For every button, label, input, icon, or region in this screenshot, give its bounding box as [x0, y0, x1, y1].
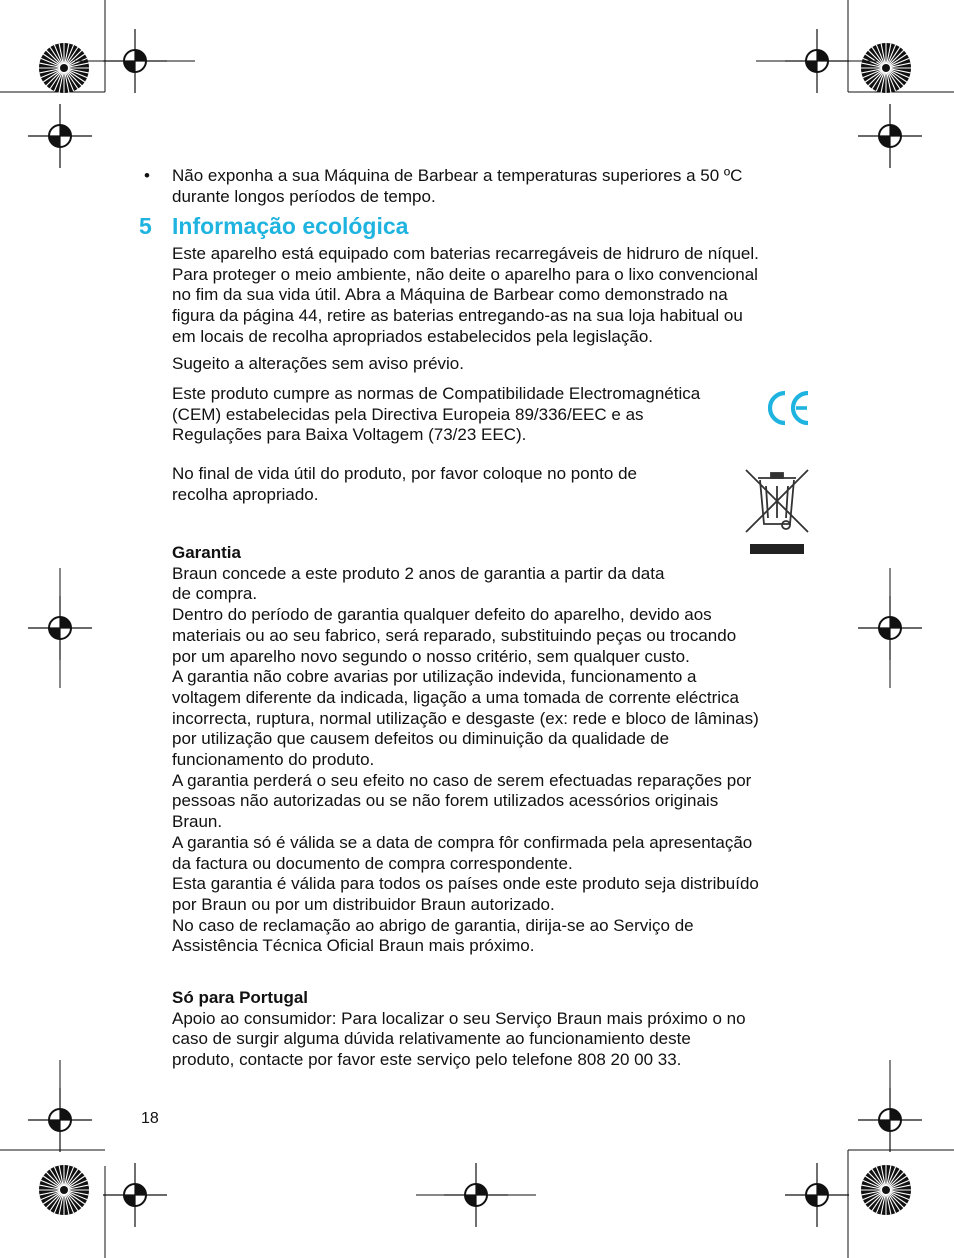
- ce-mark-icon: [766, 387, 812, 429]
- section-number: 5: [139, 213, 152, 239]
- warranty-line: materiais ou ao seu fabrico, será reparado, substituindo peças ou trocando: [172, 625, 737, 645]
- paragraph-line: Este produto cumpre as normas de Compatibilidade Electromagnética: [172, 384, 701, 403]
- warranty-line: Dentro do período de garantia qualquer defeito do aparelho, devido aos: [172, 605, 712, 625]
- warranty-line: Assistência Técnica Oficial Braun mais próximo.: [172, 936, 535, 956]
- warranty-line: por utilização que causem defeitos ou diminuição da qualidade de: [172, 729, 670, 749]
- cem-paragraph: [172, 384, 700, 446]
- page-number: 18: [141, 1110, 159, 1127]
- warranty-line: A garantia não cobre avarias por utilização indevida, funcionamento a: [172, 667, 697, 687]
- portugal-line: produto, contacte por favor este serviço pelo telefone 808 20 00 33.: [172, 1050, 682, 1070]
- paragraph-line: (CEM) estabelecidas pela Directiva Europeia 89/336/EEC e as: [172, 404, 644, 424]
- bullet-text-line: Não exponha a sua Máquina de Barbear a temperaturas superiores a 50 ºC: [172, 166, 743, 185]
- starburst-icon-top-left: [39, 43, 89, 93]
- portugal-line: Apoio ao consumidor: Para localizar o seu Serviço Braun mais próximo o no: [172, 1008, 746, 1028]
- bullet-symbol: •: [144, 166, 150, 185]
- warranty-section: [172, 543, 759, 957]
- warranty-line: Esta garantia é válida para todos os países onde este produto seja distribuído: [172, 874, 759, 894]
- paragraph-line: Regulações para Baixa Voltagem (73/23 EEC).: [172, 425, 527, 445]
- warranty-line: No caso de reclamação ao abrigo de garantia, dirija-se ao Serviço de: [172, 915, 694, 935]
- warranty-line: por um aparelho novo segundo o nosso critério, sem qualquer custo.: [172, 646, 690, 666]
- paragraph-line: figura da página 44, retire as baterias entregando-as na sua loja habitual ou: [172, 306, 743, 326]
- paragraph-line: No final de vida útil do produto, por favor coloque no ponto de: [172, 464, 637, 483]
- paragraph-line: no fim da sua vida útil. Abra a Máquina de Barbear como demonstrado na: [172, 285, 728, 305]
- paragraph-line: Este aparelho está equipado com baterias recarregáveis de hidruro de níquel.: [172, 244, 759, 263]
- eco-paragraph: [172, 244, 759, 348]
- warranty-line: Braun.: [172, 812, 223, 832]
- warranty-line: A garantia perderá o seu efeito no caso de serem efectuadas reparações por: [172, 770, 752, 790]
- warranty-line: incorrecta, ruptura, normal utilização e desgaste (ex: rede e bloco de lâminas): [172, 708, 759, 728]
- paragraph-line: Para proteger o meio ambiente, não deite o aparelho para o lixo convencional: [172, 264, 758, 284]
- registration-mark-icon: [858, 104, 922, 168]
- registration-mark-icon: [103, 1163, 167, 1227]
- warranty-line: A garantia só é válida se a data de compra fôr confirmada pela apresentação: [172, 832, 753, 852]
- warranty-line: pessoas não autorizadas ou se não forem utilizados acessórios originais: [172, 791, 719, 811]
- portugal-line: caso de surgir alguma dúvida relativamente ao funcionamiento deste: [172, 1029, 691, 1049]
- paragraph-line: em locais de recolha apropriados estabelecidos pela legislação.: [172, 326, 654, 346]
- warranty-line: por Braun ou por um distribuidor Braun autorizado.: [172, 894, 555, 914]
- paragraph-line: Sugeito a alterações sem aviso prévio.: [172, 354, 464, 373]
- notice-paragraph: [172, 354, 464, 375]
- starburst-icon-bottom-left: [39, 1165, 89, 1215]
- paragraph-line: recolha apropriado.: [172, 484, 319, 504]
- section-title: Informação ecológica: [172, 213, 409, 239]
- portugal-heading: Só para Portugal: [172, 988, 309, 1007]
- warranty-line: funcionamento do produto.: [172, 750, 375, 770]
- starburst-icon-top-right: [861, 43, 911, 93]
- warranty-heading: Garantia: [172, 543, 241, 562]
- warranty-line: de compra.: [172, 584, 258, 604]
- registration-mark-icon: [28, 104, 92, 168]
- warranty-line: voltagem diferente da indicada, ligação a uma tomada de corrente eléctrica: [172, 687, 740, 707]
- warranty-line: Braun concede a este produto 2 anos de garantia a partir da data: [172, 563, 665, 583]
- disposal-paragraph: [172, 464, 637, 505]
- warranty-line: da factura ou documento de compra correspondente.: [172, 853, 573, 873]
- bullet-text-line: durante longos períodos de tempo.: [172, 186, 436, 206]
- section-heading: [139, 212, 408, 240]
- starburst-icon-bottom-right: [861, 1165, 911, 1215]
- registration-mark-icon: [785, 1163, 849, 1227]
- portugal-section: [172, 988, 746, 1071]
